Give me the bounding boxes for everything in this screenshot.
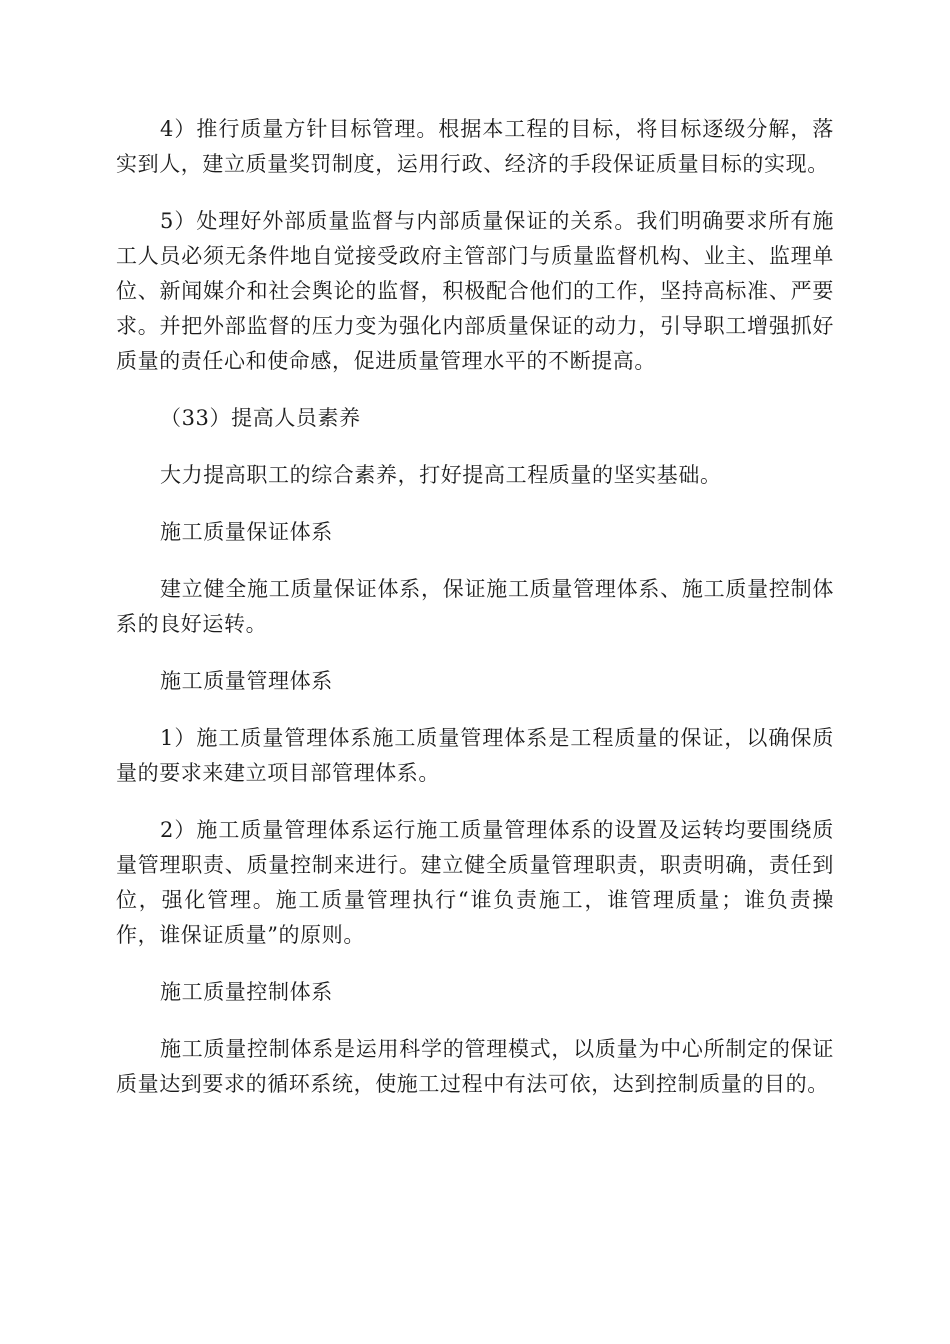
paragraph-quality-policy-objectives: 4）推行质量方针目标管理。根据本工程的目标，将目标逐级分解，落实到人，建立质量奖罚制度，运用行政、经济的手段保证质量目标的实现。 xyxy=(116,117,834,176)
heading-quality-control-system: 施工质量控制体系 xyxy=(160,980,333,1004)
paragraph-spacer xyxy=(116,699,834,721)
paragraph-spacer xyxy=(116,182,834,204)
paragraph-spacer xyxy=(116,493,834,515)
paragraph-quality-control-system: 施工质量控制体系是运用科学的管理模式，以质量为中心所制定的保证质量达到要求的循环系统，使施工过程中有法可依，达到控制质量的目的。 xyxy=(116,1037,834,1096)
paragraph-spacer xyxy=(116,791,834,813)
document-body xyxy=(116,112,834,1102)
paragraph-spacer xyxy=(116,953,834,975)
paragraph-quality-assurance-system: 建立健全施工质量保证体系，保证施工质量管理体系、施工质量控制体系的良好运转。 xyxy=(116,577,834,636)
paragraph-spacer xyxy=(116,436,834,458)
paragraph-spacer xyxy=(116,550,834,572)
paragraph-spacer xyxy=(116,642,834,664)
paragraph-management-system-operation: 2）施工质量管理体系运行施工质量管理体系的设置及运转均要围绕质量管理职责、质量控制来进行。建立健全质量管理职责，职责明确，责任到位，强化管理。施工质量管理执行“谁负责施工，谁管理质量；谁负责操作，谁保证质量”的原则。 xyxy=(116,818,834,947)
heading-improve-staff-quality: （33）提高人员素养 xyxy=(160,406,361,430)
paragraph-spacer xyxy=(116,379,834,401)
paragraph-spacer xyxy=(116,1010,834,1032)
heading-quality-assurance-system: 施工质量保证体系 xyxy=(160,520,333,544)
heading-quality-management-system: 施工质量管理体系 xyxy=(160,669,333,693)
paragraph-staff-quality: 大力提高职工的综合素养，打好提高工程质量的坚实基础。 xyxy=(160,463,722,487)
paragraph-management-system-guarantee: 1）施工质量管理体系施工质量管理体系是工程质量的保证，以确保质量的要求来建立项目部管理体系。 xyxy=(116,726,834,785)
paragraph-external-supervision: 5）处理好外部质量监督与内部质量保证的关系。我们明确要求所有施工人员必须无条件地自觉接受政府主管部门与质量监督机构、业主、监理单位、新闻媒介和社会舆论的监督，积极配合他们的工作，坚持高标准、严要求。并把外部监督的压力变为强化内部质量保证的动力，引导职工增强抓好质量的责任心和使命感，促进质量管理水平的不断提高。 xyxy=(116,209,834,373)
